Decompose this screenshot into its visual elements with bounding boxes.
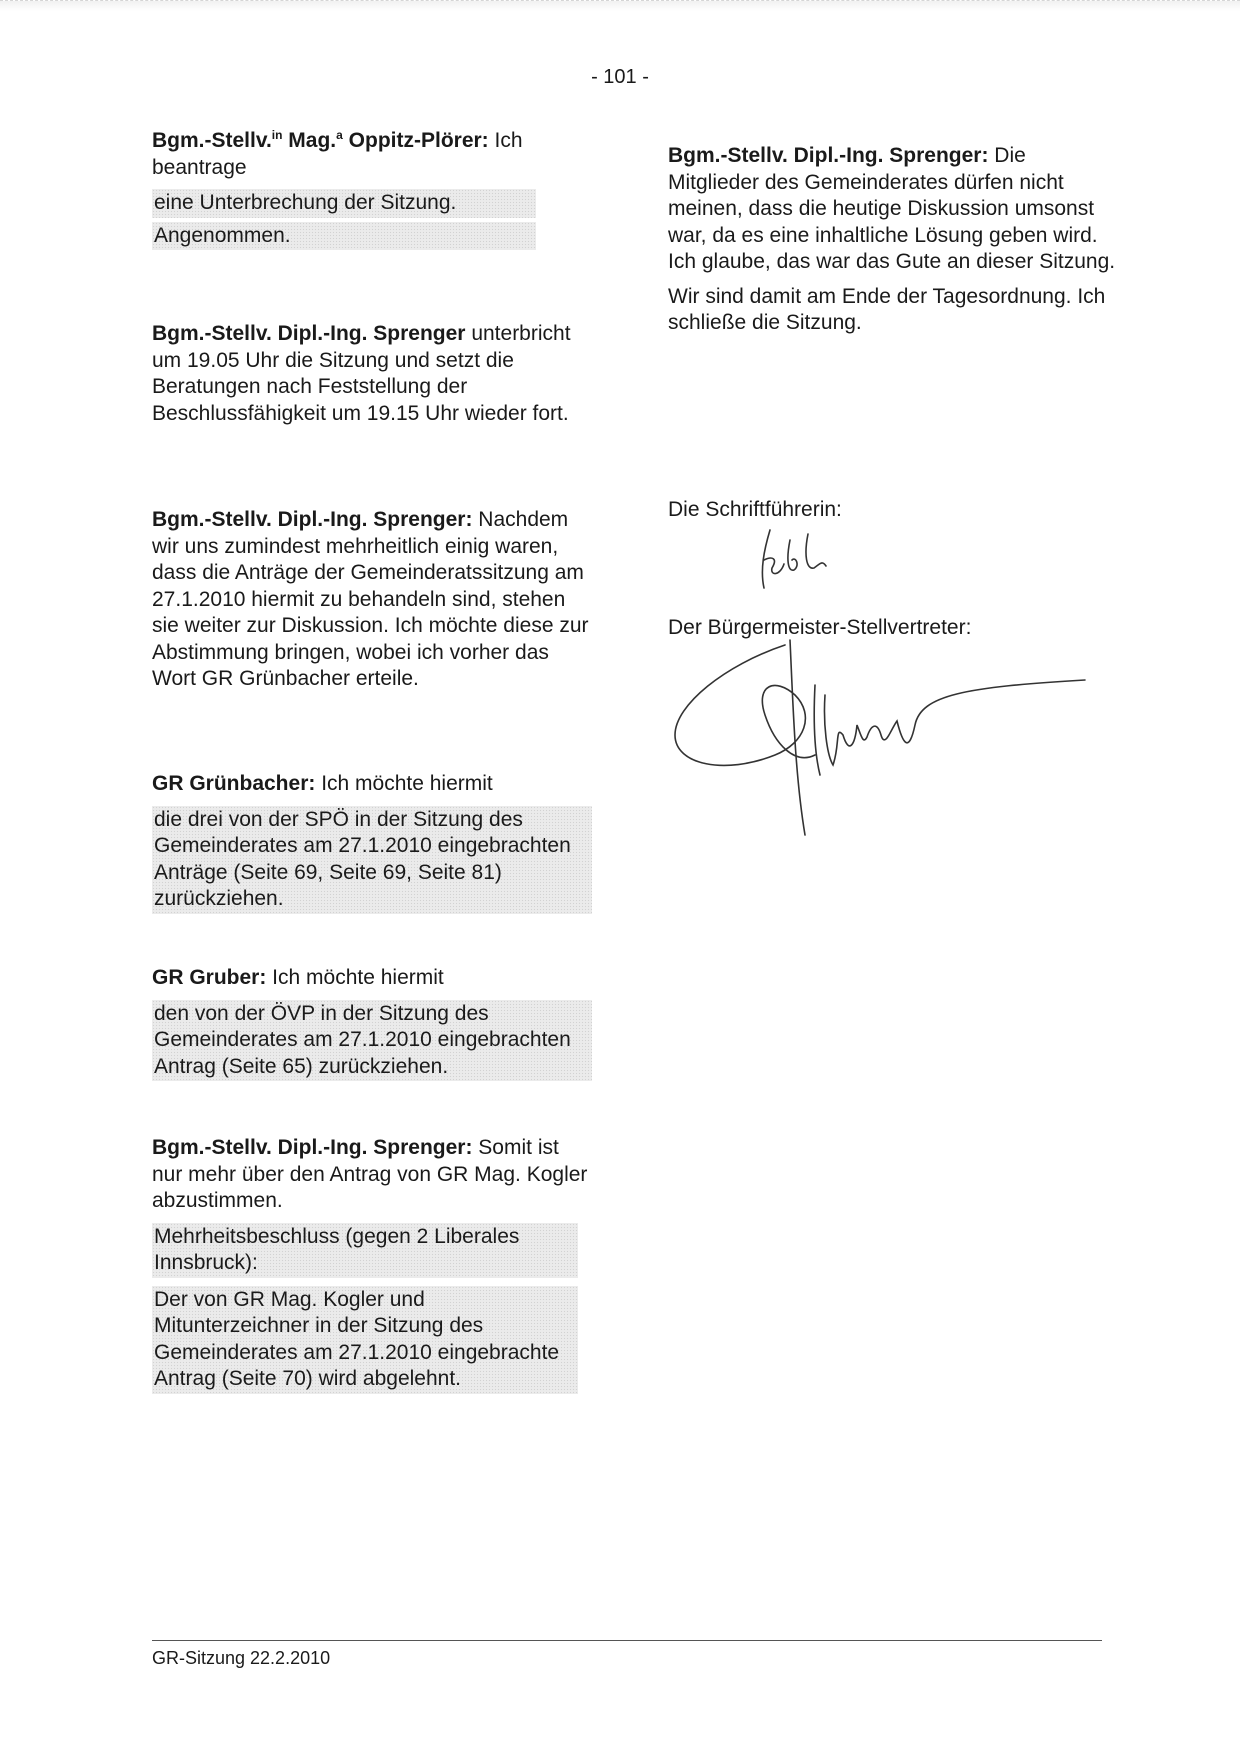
secretary-signature-graphic <box>750 520 860 600</box>
statement-text: Die Mitglieder des Gemeinderates dürfen nicht meinen, dass die heutige Diskussion umsonst war, da es eine inhaltliche Lösung geben wird. Ich glaube, das war das Gute an dieser Sitzung. <box>668 144 1116 273</box>
statement-sprenger-closing <box>668 143 1118 337</box>
statement-gruber <box>152 965 602 1081</box>
speaker-name: Bgm.-Stellv. Dipl.-Ing. Sprenger <box>152 322 466 345</box>
speaker-name: GR Grünbacher: <box>152 772 316 795</box>
statement-sprenger-break <box>152 321 572 427</box>
motion-text: den von der ÖVP in der Sitzung des Gemeinderates am 27.1.2010 eingebrachten Antrag (Seite 65) zurückziehen. <box>152 1000 592 1082</box>
speaker-name: GR Gruber: <box>152 966 267 989</box>
statement-text: Somit ist nur mehr über den Antrag von GR Mag. Kogler abzustimmen. <box>152 1136 588 1212</box>
footer-text: GR-Sitzung 22.2.2010 <box>152 1648 331 1668</box>
deputy-signature-graphic <box>665 625 1105 845</box>
speaker-name: Bgm.-Stellv. Dipl.-Ing. Sprenger: <box>152 1136 473 1159</box>
result-text: Angenommen. <box>152 222 536 251</box>
decision-text: Der von GR Mag. Kogler und Mitunterzeichner in der Sitzung des Gemeinderates am 27.1.2010 eingebrachte Antrag (Seite 70) wird abgelehnt. <box>152 1286 578 1394</box>
statement-text: Ich möchte hiermit <box>315 772 493 795</box>
statement-oppitz-ploerer <box>152 128 572 250</box>
motion-text: eine Unterbrechung der Sitzung. <box>152 189 536 218</box>
speaker-name: Bgm.-Stellv. Dipl.-Ing. Sprenger: <box>668 144 989 167</box>
statement-sprenger-motions <box>152 507 592 693</box>
statement-sprenger-vote <box>152 1135 592 1394</box>
secretary-signature-label: Die Schriftführerin: <box>668 498 842 521</box>
statement-text: Nachdem wir uns zumindest mehrheitlich einig waren, dass die Anträge der Gemeinderatssitzung am 27.1.2010 hiermit zu behandeln sind, stehen sie weiter zur Diskussion. Ich möchte diese zur Abstimmung bringen, wobei ich vorher das Wort GR Grünbacher erteile. <box>152 508 589 690</box>
statement-text: Ich beantrage <box>152 129 523 179</box>
statement-text: Ich möchte hiermit <box>266 966 444 989</box>
footer-rule <box>152 1640 1102 1641</box>
motion-text: die drei von der SPÖ in der Sitzung des Gemeinderates am 27.1.2010 eingebrachten Anträge (Seite 69, Seite 69, Seite 81) zurückziehen. <box>152 806 592 914</box>
statement-gruenbacher <box>152 771 602 914</box>
statement-text: unterbricht um 19.05 Uhr die Sitzung und setzt die Beratungen nach Feststellung der Beschlussfähigkeit um 19.15 Uhr wieder fort. <box>152 322 571 425</box>
speaker-name: Bgm.-Stellv. Dipl.-Ing. Sprenger: <box>152 508 473 531</box>
scan-edge <box>0 0 1240 11</box>
page-number: - 101 - <box>591 66 649 88</box>
closing-text: Wir sind damit am Ende der Tagesordnung. Ich schließe die Sitzung. <box>668 284 1106 334</box>
vote-result: Mehrheitsbeschluss (gegen 2 Liberales Innsbruck): <box>152 1223 578 1278</box>
speaker-name: Bgm.-Stellv.$^{in}$ Mag.$^a$ Oppitz-Plörer: <box>152 128 489 152</box>
deputy-signature-label: Der Bürgermeister-Stellvertreter: <box>668 616 972 639</box>
